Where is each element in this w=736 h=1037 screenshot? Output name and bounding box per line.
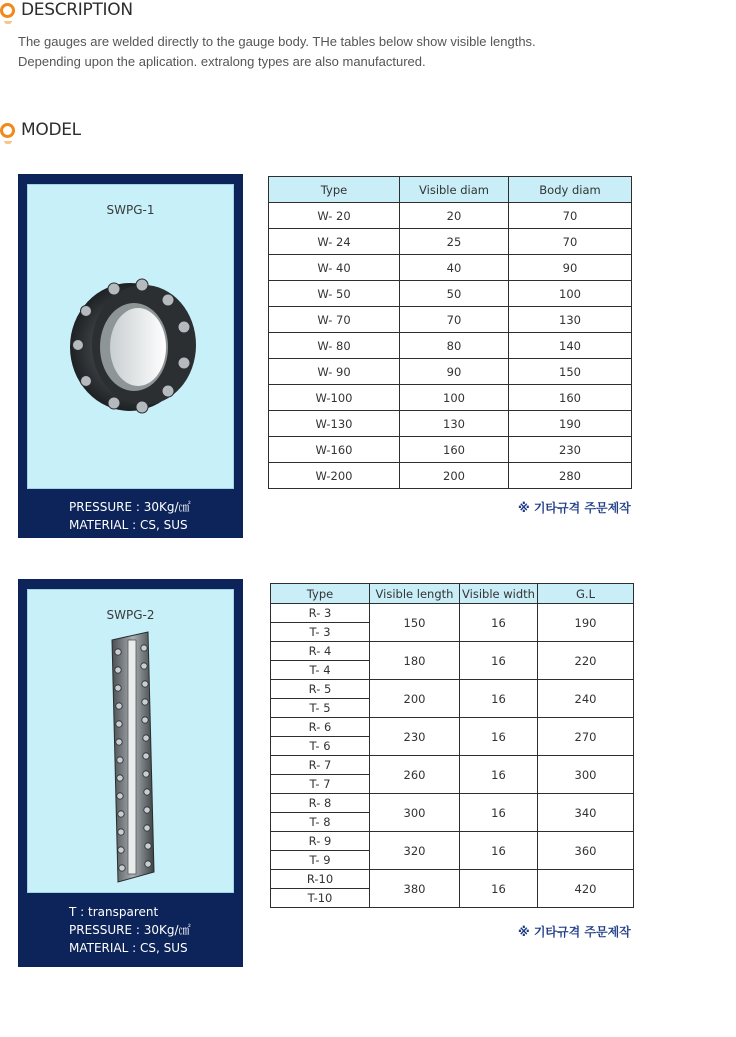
table-row <box>269 229 632 255</box>
gl-cell: 220 <box>538 642 634 680</box>
product2-material: MATERIAL : CS, SUS <box>69 941 188 955</box>
description-heading <box>0 0 133 20</box>
table-row <box>271 756 634 775</box>
body-diam-cell: 150 <box>509 359 632 385</box>
orange-bullet-icon <box>0 123 15 138</box>
header-type: Type <box>271 584 370 604</box>
type-cell: T- 3 <box>271 623 370 642</box>
product1-custom-order-note: ※ 기타규격 주문제작 <box>518 501 631 515</box>
visible-length-cell: 230 <box>370 718 460 756</box>
body-diam-cell: 90 <box>509 255 632 281</box>
reflex-gauge-image <box>28 590 233 892</box>
body-diam-cell: 140 <box>509 333 632 359</box>
visible-length-cell: 320 <box>370 832 460 870</box>
table-header-row <box>269 177 632 203</box>
description-line-2: Depending upon the aplication. extralong types are also manufactured. <box>18 54 426 69</box>
orange-bullet-icon <box>0 3 15 18</box>
table-row <box>271 832 634 851</box>
product2-caption <box>69 903 191 957</box>
header-visible-length: Visible length <box>370 584 460 604</box>
type-cell: T-10 <box>271 889 370 908</box>
visible-width-cell: 16 <box>460 680 538 718</box>
table-row <box>269 359 632 385</box>
description-text <box>18 32 536 72</box>
table-row <box>269 437 632 463</box>
visible-width-cell: 16 <box>460 604 538 642</box>
gl-cell: 190 <box>538 604 634 642</box>
table-row <box>269 281 632 307</box>
visible-width-cell: 16 <box>460 870 538 908</box>
visible-diam-cell: 100 <box>400 385 509 411</box>
gl-cell: 420 <box>538 870 634 908</box>
body-diam-cell: 130 <box>509 307 632 333</box>
product2-transparent: T : transparent <box>69 905 159 919</box>
type-cell: R- 9 <box>271 832 370 851</box>
model-heading <box>0 120 81 140</box>
table-row <box>271 642 634 661</box>
body-diam-cell: 280 <box>509 463 632 489</box>
table-row <box>269 255 632 281</box>
gl-cell: 300 <box>538 756 634 794</box>
type-cell: T- 7 <box>271 775 370 794</box>
visible-diam-cell: 80 <box>400 333 509 359</box>
table-row <box>271 680 634 699</box>
visible-diam-cell: 130 <box>400 411 509 437</box>
product2-pressure: PRESSURE : 30Kg/㎠ <box>69 923 191 937</box>
table-row <box>269 307 632 333</box>
type-cell: R- 5 <box>271 680 370 699</box>
header-visible-diam: Visible diam <box>400 177 509 203</box>
product2-panel <box>18 579 243 967</box>
flange-gauge-image <box>28 185 233 488</box>
visible-length-cell: 180 <box>370 642 460 680</box>
table-row <box>271 794 634 813</box>
product2-image-area <box>27 589 234 893</box>
type-cell: W- 90 <box>269 359 400 385</box>
visible-length-cell: 200 <box>370 680 460 718</box>
header-gl: G.L <box>538 584 634 604</box>
visible-diam-cell: 40 <box>400 255 509 281</box>
visible-diam-cell: 90 <box>400 359 509 385</box>
body-diam-cell: 160 <box>509 385 632 411</box>
type-cell: T- 8 <box>271 813 370 832</box>
visible-width-cell: 16 <box>460 794 538 832</box>
visible-width-cell: 16 <box>460 642 538 680</box>
type-cell: R- 8 <box>271 794 370 813</box>
visible-length-cell: 380 <box>370 870 460 908</box>
type-cell: W- 80 <box>269 333 400 359</box>
product1-pressure: PRESSURE : 30Kg/㎠ <box>69 500 191 514</box>
body-diam-cell: 100 <box>509 281 632 307</box>
visible-length-cell: 260 <box>370 756 460 794</box>
product2-name: SWPG-2 <box>106 608 155 622</box>
table-row <box>269 203 632 229</box>
type-cell: W- 70 <box>269 307 400 333</box>
body-diam-cell: 230 <box>509 437 632 463</box>
type-cell: W-100 <box>269 385 400 411</box>
type-cell: T- 4 <box>271 661 370 680</box>
visible-width-cell: 16 <box>460 718 538 756</box>
gl-cell: 270 <box>538 718 634 756</box>
type-cell: W- 50 <box>269 281 400 307</box>
visible-diam-cell: 70 <box>400 307 509 333</box>
header-type: Type <box>269 177 400 203</box>
type-cell: W- 24 <box>269 229 400 255</box>
table-row <box>269 385 632 411</box>
gl-cell: 240 <box>538 680 634 718</box>
model-heading-text: MODEL <box>21 120 81 140</box>
body-diam-cell: 70 <box>509 229 632 255</box>
table-row <box>271 718 634 737</box>
body-diam-cell: 190 <box>509 411 632 437</box>
visible-diam-cell: 20 <box>400 203 509 229</box>
visible-diam-cell: 160 <box>400 437 509 463</box>
visible-width-cell: 16 <box>460 832 538 870</box>
description-heading-text: DESCRIPTION <box>21 0 133 20</box>
type-cell: W-200 <box>269 463 400 489</box>
gl-cell: 340 <box>538 794 634 832</box>
type-cell: W-160 <box>269 437 400 463</box>
table-row <box>269 463 632 489</box>
header-body-diam: Body diam <box>509 177 632 203</box>
visible-width-cell: 16 <box>460 756 538 794</box>
type-cell: W- 40 <box>269 255 400 281</box>
table-row <box>269 411 632 437</box>
visible-diam-cell: 25 <box>400 229 509 255</box>
type-cell: T- 6 <box>271 737 370 756</box>
gl-cell: 360 <box>538 832 634 870</box>
type-cell: W-130 <box>269 411 400 437</box>
type-cell: R- 3 <box>271 604 370 623</box>
product1-image-area <box>27 184 234 489</box>
type-cell: R- 7 <box>271 756 370 775</box>
type-cell: R- 6 <box>271 718 370 737</box>
description-line-1: The gauges are welded directly to the gauge body. THe tables below show visible lengths. <box>18 34 536 49</box>
product1-panel <box>18 174 243 538</box>
product2-custom-order-note: ※ 기타규격 주문제작 <box>518 925 631 939</box>
product2-spec-table <box>270 583 634 908</box>
product1-caption <box>69 498 191 534</box>
type-cell: T- 5 <box>271 699 370 718</box>
visible-length-cell: 150 <box>370 604 460 642</box>
table-row <box>271 870 634 889</box>
table-header-row <box>271 584 634 604</box>
type-cell: T- 9 <box>271 851 370 870</box>
product1-spec-table <box>268 176 632 489</box>
product1-name: SWPG-1 <box>106 203 155 217</box>
visible-diam-cell: 50 <box>400 281 509 307</box>
body-diam-cell: 70 <box>509 203 632 229</box>
type-cell: R-10 <box>271 870 370 889</box>
type-cell: W- 20 <box>269 203 400 229</box>
visible-diam-cell: 200 <box>400 463 509 489</box>
type-cell: R- 4 <box>271 642 370 661</box>
visible-length-cell: 300 <box>370 794 460 832</box>
header-visible-width: Visible width <box>460 584 538 604</box>
product1-material: MATERIAL : CS, SUS <box>69 518 188 532</box>
table-row <box>269 333 632 359</box>
table-row <box>271 604 634 623</box>
